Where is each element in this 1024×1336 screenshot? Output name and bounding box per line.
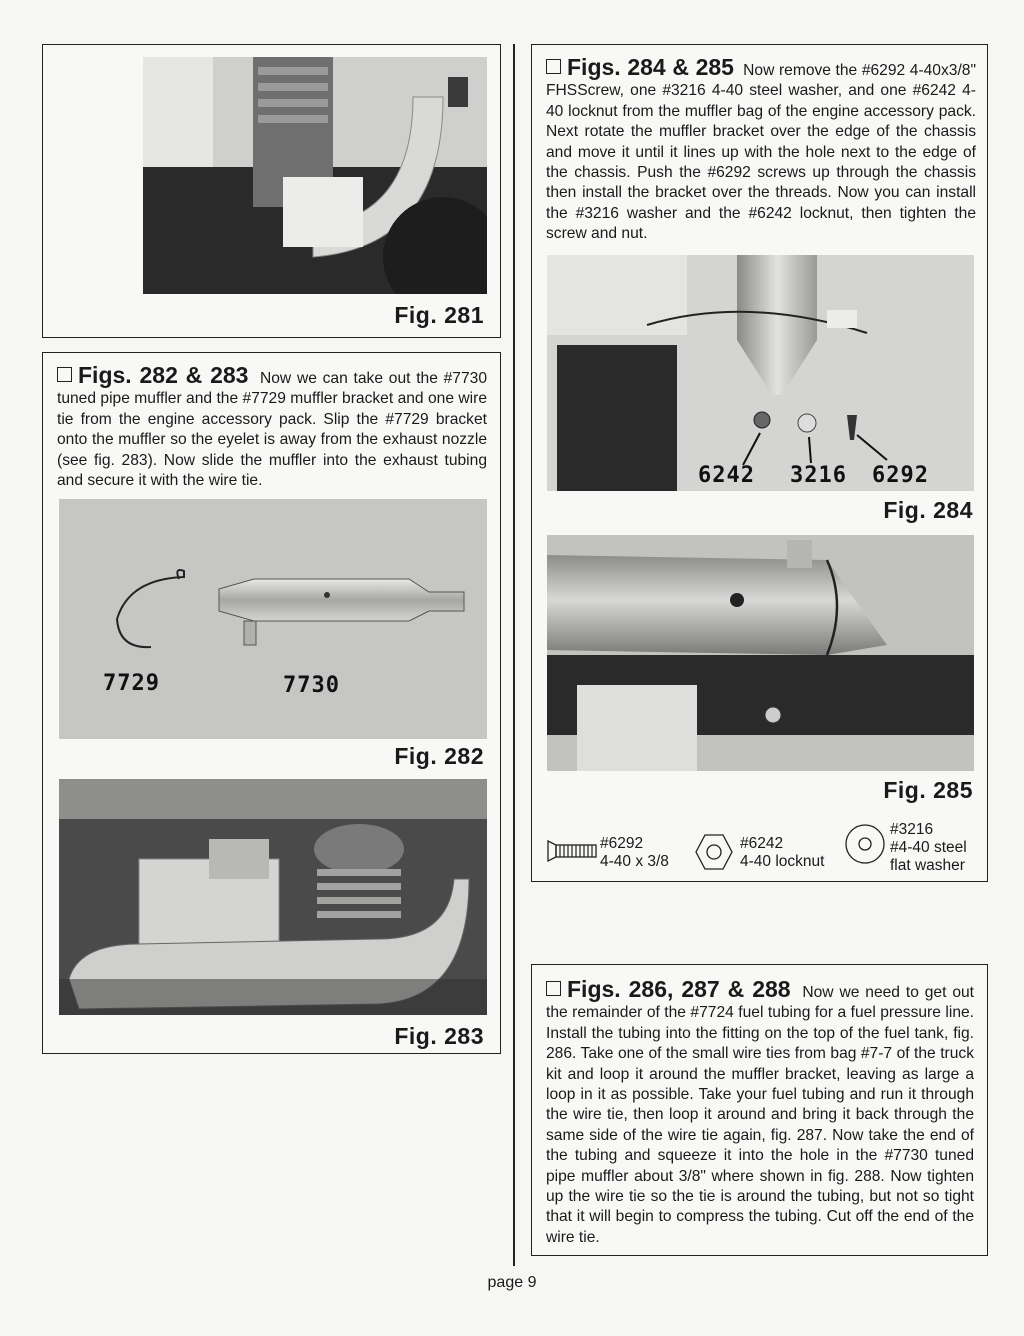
fig-283-photo	[59, 779, 487, 1015]
legend-washer-desc2: flat washer	[890, 857, 965, 874]
fig-281-label: Fig. 281	[394, 302, 484, 328]
fig-282-283-panel	[42, 352, 501, 1054]
checkbox-icon[interactable]	[57, 367, 72, 382]
legend-washer-text	[890, 821, 967, 875]
section-282-text	[57, 362, 487, 491]
legend-screw-num: #6292	[600, 835, 644, 852]
washer-icon	[844, 823, 886, 865]
fig-285-photo	[547, 535, 974, 771]
fig-282-photo	[59, 499, 487, 739]
column-divider	[513, 44, 515, 1266]
page-number: page 9	[487, 1274, 537, 1291]
checkbox-icon[interactable]	[546, 59, 561, 74]
section-286-heading: Figs. 286, 287 & 288	[567, 976, 791, 1002]
section-284-body: Now remove the #6292 4-40x3/8" FHSScrew, one #3216 4-40 steel washer, and one #6242 4-40 locknut from the muffler bag of the engine accessory pack. Next rotate the muffler bracket over the edge of the chassis and move it until it lines up with the hole next to the edge of the chassis. Push the #6292 screws up through the chassis then install the bracket over the threads. Now you can install the #3216 washer and the #6242 locknut, then tighten the screw and nut.	[546, 62, 976, 243]
checkbox-icon[interactable]	[546, 981, 561, 996]
legend-screw-text	[600, 835, 669, 871]
locknut-icon	[694, 833, 734, 871]
section-286-text	[546, 976, 975, 1248]
fig-285-label: Fig. 285	[883, 777, 973, 803]
legend-screw-desc: 4-40 x 3/8	[600, 853, 669, 870]
fig-283-label: Fig. 283	[394, 1023, 484, 1049]
fig-282-part-7729: 7729	[103, 671, 160, 696]
fig-281-panel	[42, 44, 501, 338]
legend-nut-desc: 4-40 locknut	[740, 853, 825, 870]
fig-282-label: Fig. 282	[394, 743, 484, 769]
legend-nut-num: #6242	[740, 835, 784, 852]
section-282-heading: Figs. 282 & 283	[78, 362, 249, 388]
fig-286-288-panel	[531, 964, 988, 1256]
fig-284-part-3216: 3216	[790, 463, 847, 488]
fig-281-photo	[143, 57, 487, 294]
legend-washer-desc1: #4-40 steel	[890, 839, 967, 856]
fig-284-label: Fig. 284	[883, 497, 973, 523]
fig-282-part-7730: 7730	[283, 673, 340, 698]
section-284-heading: Figs. 284 & 285	[567, 54, 734, 80]
legend-washer-num: #3216	[890, 821, 934, 838]
fig-284-part-6242: 6242	[698, 463, 755, 488]
screw-icon	[546, 839, 598, 863]
section-282-body: Now we can take out the #7730 tuned pipe muffler and the #7729 muffler bracket and one wire tie from the engine accessory pack. Slip the #7729 bracket onto the muffler so the eyelet is away from the exhaust nozzle (see fig. 283). Now slide the muffler into the exhaust tubing and secure it with the wire tie.	[57, 370, 487, 490]
fig-284-photo	[547, 255, 974, 491]
legend-nut-text	[740, 835, 824, 871]
section-284-text	[546, 54, 976, 245]
fig-284-285-panel	[531, 44, 988, 882]
fig-284-part-6292: 6292	[872, 463, 929, 488]
section-286-body: Now we need to get out the remainder of the #7724 fuel tubing for a fuel pressure line. Install the tubing into the fitting on the top of the fuel tank, fig. 286. Take one of the small wire ties from bag #7-7 of the truck kit and loop it around the muffler bracket, leaving as large a loop in it as possible. Take your fuel tubing and run it through the wire tie, then loop it around and bring it back through the same side of the wire tie again, fig. 287. Now take the end of the tubing and squeeze it into the hole in the #7730 tuned pipe muffler about 3/8" where shown in fig. 288. Now tighten up the wire tie so the tie is around the tubing, but not so tight that it will begin to compress the tubing. Cut off the end of the wire tie.	[546, 984, 975, 1246]
